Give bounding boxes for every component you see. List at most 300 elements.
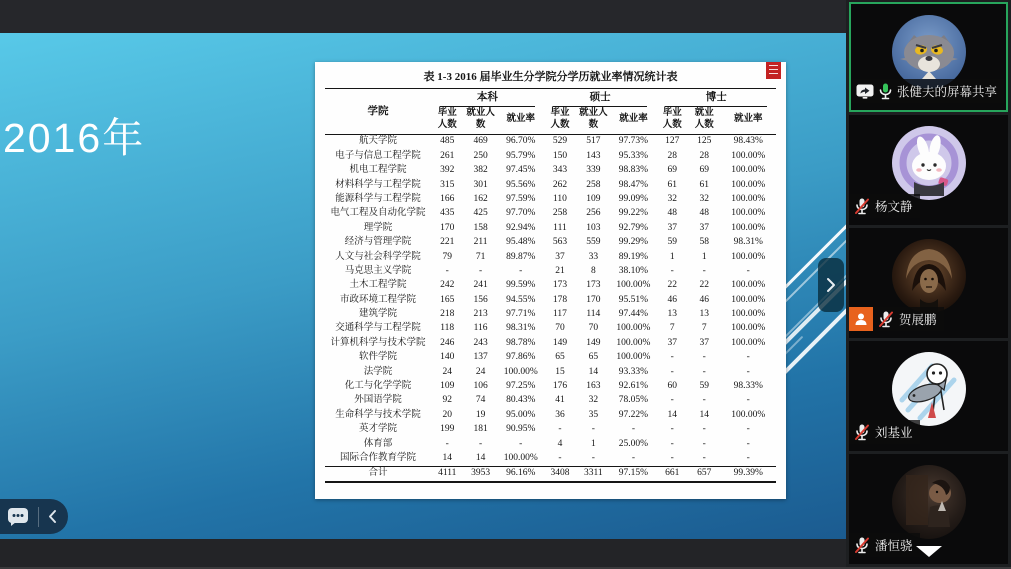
table-cell: - [746,424,750,435]
table-cell: 46 [667,294,677,305]
table-cell: 25.00% [618,438,649,449]
mic-muted-icon [878,311,894,328]
participant-label [849,420,920,444]
table-cell: 37 [667,222,677,233]
table-cell: - [479,438,483,449]
table-total-cell: 3311 [576,466,610,482]
table-row [325,423,776,437]
table-cell: 化工与化学学院 [344,381,412,392]
table-cell: 143 [586,150,601,161]
table-group-header-row [325,89,776,108]
table-cell: 517 [586,136,601,147]
table-cell: - [631,452,636,463]
table-cell: 材料科学与工程学院 [335,179,421,190]
column-subheader: 毕业人数 [656,107,688,134]
table-cell: 7 [701,323,707,334]
table-cell: 103 [586,222,601,233]
table-cell: 98.83% [618,165,649,176]
share-area-bottom-bar [0,539,846,569]
table-cell: 218 [440,309,455,320]
table-cell: 70 [588,323,599,334]
participant-label-row [849,307,944,331]
table-cell: 149 [586,337,601,348]
table-cell: 382 [473,165,488,176]
table-cell: 140 [440,352,455,363]
table-cell: 58 [699,237,709,248]
participant-name: 贺展鹏 [899,313,937,327]
triangle-down-icon [915,545,943,558]
chat-icon[interactable] [7,507,29,527]
table-total-cell: 4111 [431,466,463,482]
table-cell: 32 [699,193,709,204]
table-cell: 100.00% [731,179,766,190]
table-cell: 59 [699,381,709,392]
chevron-right-icon [826,277,836,293]
table-cell: 航天学院 [358,136,397,147]
table-cell: - [670,424,674,435]
participant-label-row [851,79,1004,103]
table-row [325,149,776,163]
table-cell: 173 [586,280,601,291]
table-cell: 7 [669,323,675,334]
column-subheader: 毕业人数 [431,107,463,134]
table-cell: 100.00% [731,323,766,334]
table-cell: 98.31% [506,323,536,334]
table-cell: - [746,452,750,463]
table-cell: 92.94% [506,222,536,233]
collapse-chevron-icon[interactable] [48,509,57,524]
column-subheader: 就业率 [610,107,656,134]
table-cell: 100.00% [731,150,766,161]
table-cell: 485 [440,136,455,147]
participant-name: 潘恒骁 [875,539,913,553]
table-row [325,307,776,321]
table-cell: 69 [667,165,677,176]
table-total-cell: 97.15% [610,466,656,482]
table-cell: 98.47% [618,179,649,190]
table-cell: 电子与信息工程学院 [335,150,421,161]
table-cell: 100.00% [616,337,651,348]
table-cell: - [670,438,674,449]
table-cell: 32 [588,395,599,406]
table-cell: 65 [555,352,565,363]
participant-tile[interactable] [849,341,1008,451]
table-cell: 92.79% [618,222,649,233]
presentation-slide [0,33,846,539]
table-cell: 97.73% [618,136,649,147]
table-cell: 生命科学与技术学院 [335,409,421,420]
table-cell: 100.00% [731,251,766,262]
table-cell: 机电工程学院 [349,165,407,176]
table-cell: 61 [667,179,677,190]
table-cell: 37 [699,337,709,348]
table-cell: 20 [442,409,452,420]
table-cell: 118 [440,323,455,334]
table-cell: 246 [440,337,455,348]
table-cell: 243 [473,337,488,348]
table-cell: 92.61% [618,381,649,392]
table-cell: 93.33% [618,366,649,377]
participant-label [849,194,920,218]
table-cell: - [746,395,750,406]
table-cell: 156 [473,294,488,305]
table-cell: 95.56% [506,179,536,190]
table-cell: - [558,452,562,463]
table-cell: 127 [665,136,680,147]
participant-name: 杨文静 [875,200,913,214]
table-cell: 90.95% [506,424,536,435]
table-row [325,178,776,192]
table-row [325,164,776,178]
table-cell: 1 [590,438,596,449]
table-cell: 100.00% [731,294,766,305]
table-cell: 111 [553,222,567,233]
table-cell: - [702,424,706,435]
avatar-tom-cat [892,15,966,89]
table-cell: 563 [552,237,568,248]
participant-tile[interactable] [849,228,1008,338]
table-total-cell: 96.16% [498,466,544,482]
table-cell: 69 [699,165,709,176]
table-cell: 21 [555,265,565,276]
table-cell: 211 [473,237,488,248]
participants-sidebar [846,0,1011,569]
table-cell: 38.10% [618,265,649,276]
table-cell: 24 [475,366,486,377]
table-cell: - [670,352,674,363]
table-cell: 48 [699,208,709,219]
table-cell: 100.00% [503,366,538,377]
table-cell: 37 [699,222,709,233]
table-cell: 110 [553,193,567,204]
table-row [325,192,776,206]
table-cell: 79 [442,251,452,262]
table-cell: 交通科学与工程学院 [335,323,421,334]
table-cell: 343 [552,165,568,176]
table-cell: 170 [440,222,455,233]
table-cell: 100.00% [616,280,651,291]
table-cell: 97.44% [618,309,649,320]
table-cell: 181 [473,424,488,435]
table-cell: 97.59% [506,193,536,204]
table-cell: 计算机科学与技术学院 [330,337,426,348]
table-title: 表 1-3 2016 届毕业生分学院分学历就业率情况统计表 [423,71,678,83]
table-cell: - [591,452,595,463]
table-cell: 166 [440,193,455,204]
column-subheader: 就业人数 [576,107,610,134]
table-cell: 14 [699,409,709,420]
table-cell: 262 [552,179,568,190]
table-cell: 301 [473,179,488,190]
table-cell: 经济与管理学院 [344,237,412,248]
participant-tile[interactable] [849,115,1008,225]
table-cell: - [746,265,750,276]
table-cell: - [702,438,706,449]
table-cell: 32 [667,193,677,204]
table-cell: 163 [586,381,601,392]
table-cell: 100.00% [731,222,766,233]
table-cell: 162 [473,193,488,204]
table-cell: - [702,395,706,406]
table-row [325,236,776,250]
table-cell: 339 [586,165,601,176]
table-cell: 74 [475,395,486,406]
table-cell: 1 [669,251,675,262]
table-row [325,437,776,451]
table-cell: 99.29% [618,237,649,248]
table-row [325,394,776,408]
table-cell: 98.78% [506,337,536,348]
table-cell: 37 [555,251,565,262]
table-cell: 建筑学院 [358,309,397,320]
column-group-master: 硕士 [544,89,657,108]
table-cell: 70 [555,323,565,334]
table-cell: 59 [667,237,677,248]
table-row [325,250,776,264]
table-cell: 106 [473,381,488,392]
table-cell: 89.87% [506,251,536,262]
table-cell: 92 [442,395,452,406]
employment-stats-table [325,88,776,483]
table-cell: - [558,424,562,435]
table-cell: 14 [588,366,599,377]
table-cell: - [591,424,595,435]
table-cell: 165 [440,294,455,305]
table-cell: - [479,265,483,276]
table-cell: 4 [557,438,563,449]
table-total-cell: 661 [656,466,688,482]
table-cell: 13 [667,309,677,320]
table-cell: 14 [442,452,452,463]
table-cell: - [631,424,636,435]
table-cell: - [670,452,674,463]
table-cell: 8 [590,265,596,276]
table-row [325,264,776,278]
table-total-row [325,466,776,482]
table-cell: - [746,366,750,377]
table-cell: 176 [552,381,568,392]
table-cell: 13 [699,309,709,320]
table-row [325,365,776,379]
table-cell: 97.25% [506,381,536,392]
column-group-doctor: 博士 [656,89,776,108]
table-cell: 158 [473,222,488,233]
table-cell: 261 [440,150,455,161]
table-cell: 14 [475,452,486,463]
table-cell: 19 [475,409,486,420]
participant-label [851,79,1004,103]
member-badge-icon [849,307,873,331]
table-cell: 土木工程学院 [349,280,407,291]
table-cell: 英才学院 [358,424,397,435]
table-row [325,451,776,466]
table-cell: 15 [555,366,565,377]
table-row [325,379,776,393]
table-body [325,134,776,466]
table-cell: 国际合作教育学院 [339,452,416,463]
table-cell: 116 [473,323,488,334]
table-cell: 人文与社会科学学院 [335,251,421,262]
bottom-toolbar [0,499,68,534]
participant-label [873,307,944,331]
table-cell: 125 [697,136,712,147]
table-cell: 221 [440,237,455,248]
table-row [325,207,776,221]
table-cell: 173 [552,280,568,291]
table-total-cell: 99.39% [720,466,776,482]
column-subheader: 就业人数 [463,107,497,134]
table-total-cell: 657 [688,466,720,482]
table-cell: 95.51% [618,294,649,305]
avatar-dim-photo [892,465,966,539]
table-row [325,408,776,422]
table-cell: 99.09% [618,193,649,204]
table-cell: 98.31% [733,237,763,248]
table-cell: 100.00% [731,165,766,176]
table-cell: 95.48% [506,237,536,248]
table-cell: 95.79% [506,150,536,161]
table-cell: 65 [588,352,599,363]
table-cell: 258 [552,208,568,219]
table-cell: 28 [667,150,677,161]
table-cell: - [445,265,449,276]
table-cell: 392 [440,165,455,176]
table-total-cell: 合计 [325,466,431,482]
table-cell: 137 [473,352,488,363]
table-cell: 241 [473,280,488,291]
table-cell: 199 [440,424,455,435]
table-cell: 315 [440,179,455,190]
avatar-dark-portrait [892,239,966,313]
table-cell: - [702,366,706,377]
table-total-cell: 3953 [463,466,497,482]
table-cell: 97.70% [506,208,536,219]
column-header-college: 学院 [325,89,431,135]
table-cell: - [702,352,706,363]
mic-muted-icon [854,424,870,441]
table-cell: - [445,438,449,449]
table-cell: 理学院 [363,222,393,233]
table-cell: - [519,438,523,449]
red-stamp-icon [766,62,781,79]
participant-name: 刘基业 [875,426,913,440]
participant-label-row [849,194,920,218]
table-cell: 435 [440,208,455,219]
table-cell: 100.00% [731,409,766,420]
table-cell: 95.33% [618,150,649,161]
table-cell: 100.00% [616,323,651,334]
mic-on-icon [879,83,892,100]
toolbar-divider [38,507,39,527]
table-row [325,336,776,350]
participant-label-row [849,420,920,444]
screen-share-icon [856,84,874,99]
table-cell: 170 [586,294,601,305]
table-cell: 425 [473,208,488,219]
participant-tile[interactable] [849,2,1008,112]
table-cell: 马克思主义学院 [344,265,412,276]
table-cell: 99.22% [618,208,649,219]
mic-muted-icon [854,198,870,215]
table-cell: 33 [588,251,599,262]
table-cell: 96.70% [506,136,536,147]
table-cell: 22 [699,280,709,291]
table-cell: 体育部 [363,438,393,449]
panel-toggle-button[interactable] [818,258,844,312]
table-cell: 150 [552,150,568,161]
table-cell: 114 [586,309,601,320]
table-cell: 97.71% [506,309,536,320]
stats-table-panel [315,62,786,499]
table-cell: 256 [586,208,601,219]
table-cell: 35 [588,409,599,420]
table-cell: - [670,265,674,276]
table-cell: 48 [667,208,677,219]
table-cell: 99.59% [506,280,536,291]
table-cell: - [702,452,706,463]
table-cell: 外国语学院 [354,395,402,406]
table-cell: 市政环境工程学院 [339,294,416,305]
table-cell: 100.00% [503,452,538,463]
table-cell: 250 [473,150,488,161]
mic-muted-icon [854,537,870,554]
table-cell: 109 [440,381,455,392]
table-cell: 46 [699,294,709,305]
table-cell: 36 [555,409,565,420]
table-cell: 78.05% [618,395,649,406]
table-cell: 100.00% [731,280,766,291]
column-group-undergraduate: 本科 [431,89,544,108]
table-cell: 22 [667,280,677,291]
table-row [325,221,776,235]
table-cell: 能源科学与工程学院 [335,193,421,204]
table-row [325,134,776,149]
table-cell: 28 [699,150,709,161]
table-cell: 61 [699,179,709,190]
avatar-fish-cartoon [892,352,966,426]
table-cell: 213 [473,309,488,320]
table-cell: 559 [586,237,601,248]
table-cell: 37 [667,337,677,348]
table-cell: 117 [553,309,567,320]
table-cell: 100.00% [731,208,766,219]
table-cell: 242 [440,280,455,291]
table-row [325,322,776,336]
table-cell: 98.43% [733,136,763,147]
table-cell: - [670,395,674,406]
column-subheader: 就业率 [720,107,776,134]
table-cell: - [519,265,523,276]
table-cell: 97.45% [506,165,536,176]
table-cell: 529 [552,136,568,147]
avatar-rabbit-astronaut [892,126,966,200]
table-cell: 109 [586,193,601,204]
table-cell: 电气工程及自动化学院 [330,208,426,219]
table-cell: 100.00% [731,337,766,348]
table-cell: 89.19% [618,251,649,262]
table-cell: 80.43% [506,395,536,406]
table-cell: - [746,352,750,363]
table-row [325,351,776,365]
table-cell: 100.00% [616,352,651,363]
table-cell: 97.86% [506,352,536,363]
table-cell: - [702,265,706,276]
table-cell: 41 [555,395,565,406]
scroll-down-button[interactable] [915,545,943,563]
table-cell: 149 [552,337,568,348]
column-subheader: 就业人数 [688,107,720,134]
table-cell: 469 [473,136,488,147]
